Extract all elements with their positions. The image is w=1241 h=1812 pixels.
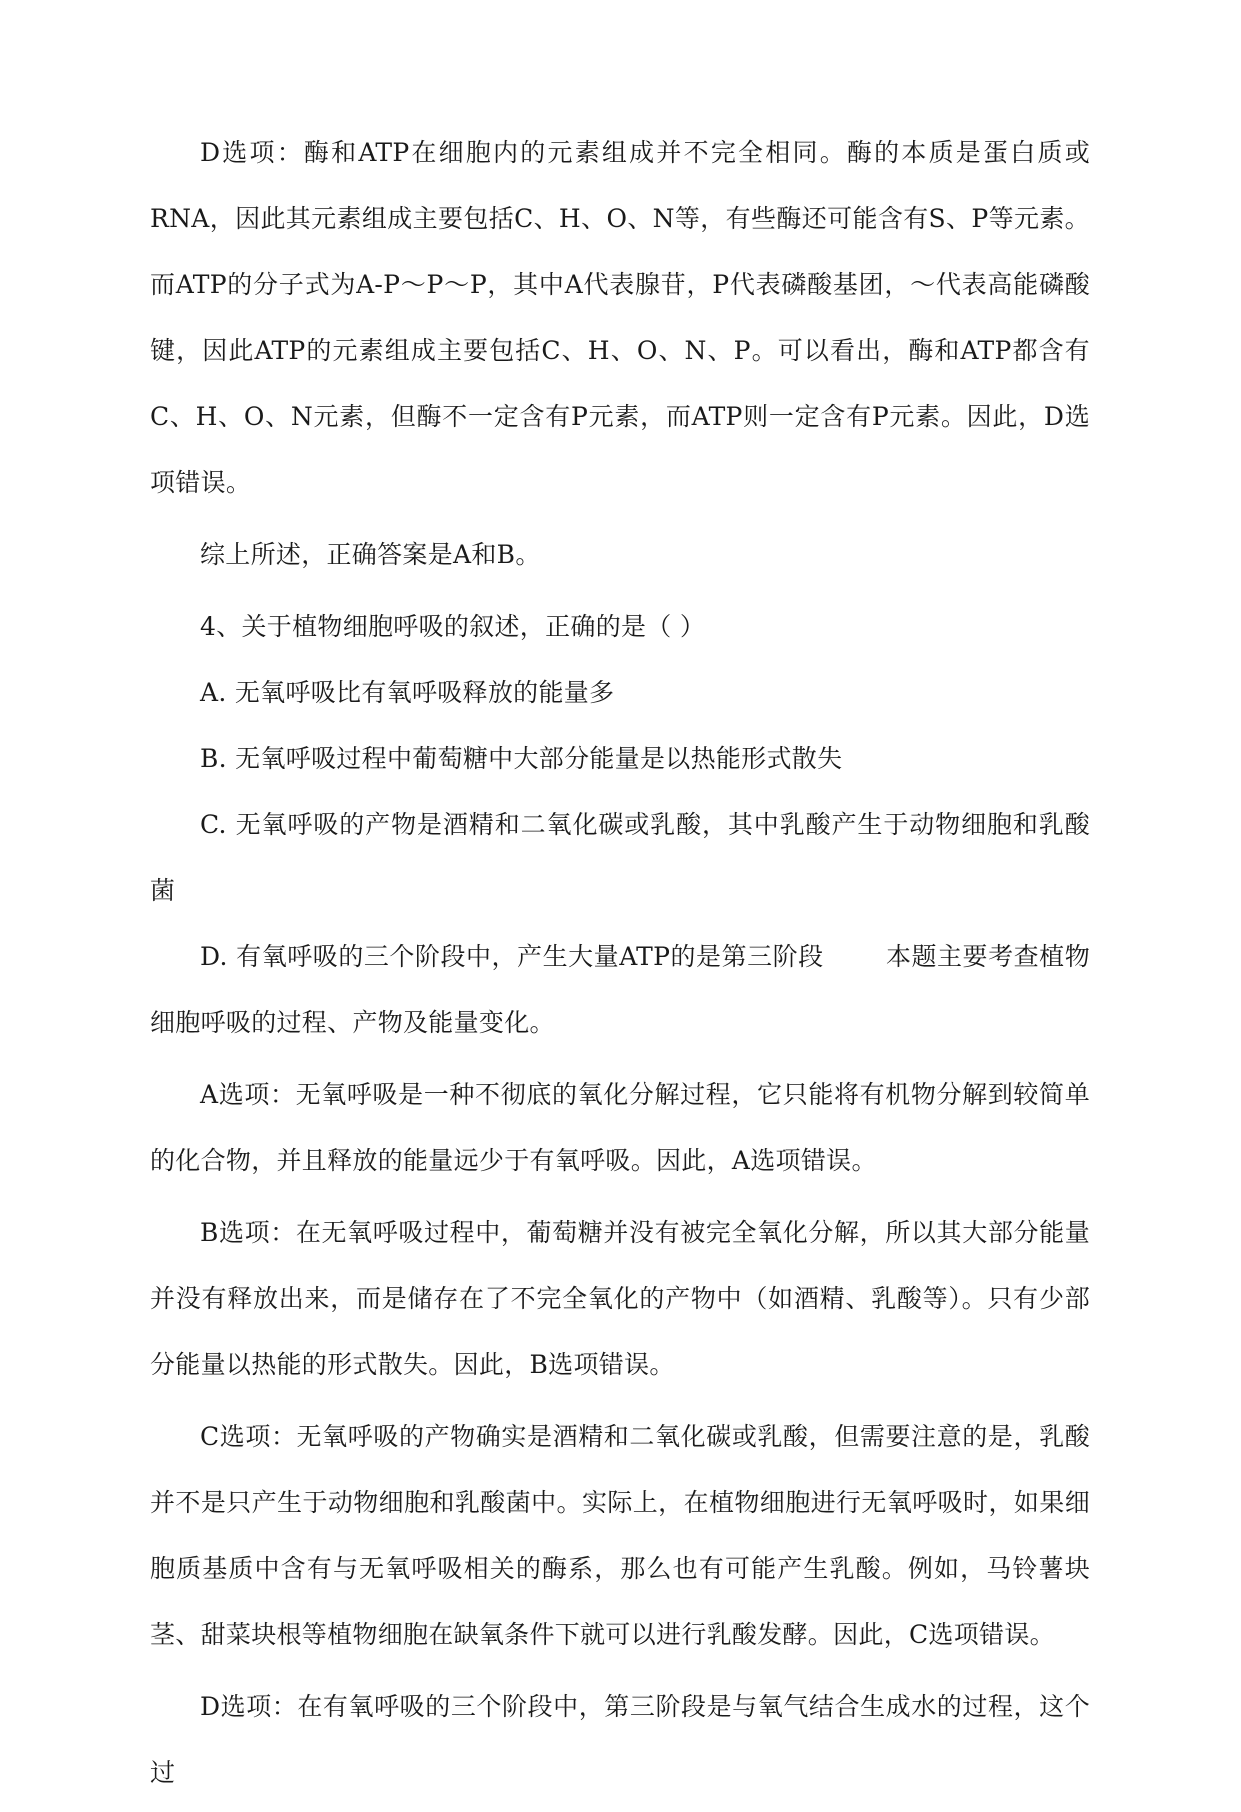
document-page (150, 120, 1090, 1812)
analysis-intro: 本题主要考查植物细胞呼吸的过程、产物及能量变化。 (150, 942, 1090, 1037)
summary-paragraph: 综上所述，正确答案是A和B。 (200, 540, 541, 569)
a-option-explanation: A选项：无氧呼吸是一种不彻底的氧化分解过程，它只能将有机物分解到较简单的化合物，并且释放的能量远少于有氧呼吸。因此，A选项错误。 (150, 1080, 1090, 1175)
option-d-with-analysis (150, 924, 1090, 1056)
option-d: D. 有氧呼吸的三个阶段中，产生大量ATP的是第三阶段 (200, 942, 824, 971)
question-4: 4、关于植物细胞呼吸的叙述，正确的是（ ） (200, 612, 706, 641)
option-b: B. 无氧呼吸过程中葡萄糖中大部分能量是以热能形式散失 (200, 744, 843, 773)
option-a: A. 无氧呼吸比有氧呼吸释放的能量多 (200, 678, 615, 707)
d-option-explanation-2: D选项：在有氧呼吸的三个阶段中，第三阶段是与氧气结合生成水的过程，这个过 (150, 1692, 1090, 1787)
d-option-explanation: D选项：酶和ATP在细胞内的元素组成并不完全相同。酶的本质是蛋白质或RNA，因此其元素组成主要包括C、H、O、N等，有些酶还可能含有S、P等元素。而ATP的分子式为A-P～P～P，其中A代表腺苷，P代表磷酸基团，～代表高能磷酸键，因此ATP的元素组成主要包括C、H、O、N、P。可以看出，酶和ATP都含有C、H、O、N元素，但酶不一定含有P元素，而ATP则一定含有P元素。因此，D选项错误。 (150, 138, 1090, 497)
c-option-explanation: C选项：无氧呼吸的产物确实是酒精和二氧化碳或乳酸，但需要注意的是，乳酸并不是只产生于动物细胞和乳酸菌中。实际上，在植物细胞进行无氧呼吸时，如果细胞质基质中含有与无氧呼吸相关的酶系，那么也有可能产生乳酸。例如，马铃薯块茎、甜菜块根等植物细胞在缺氧条件下就可以进行乳酸发酵。因此，C选项错误。 (150, 1422, 1090, 1649)
option-c: C. 无氧呼吸的产物是酒精和二氧化碳或乳酸，其中乳酸产生于动物细胞和乳酸菌 (150, 810, 1090, 905)
b-option-explanation: B选项：在无氧呼吸过程中，葡萄糖并没有被完全氧化分解，所以其大部分能量并没有释放出来，而是储存在了不完全氧化的产物中（如酒精、乳酸等）。只有少部分能量以热能的形式散失。因此，B选项错误。 (150, 1218, 1090, 1379)
